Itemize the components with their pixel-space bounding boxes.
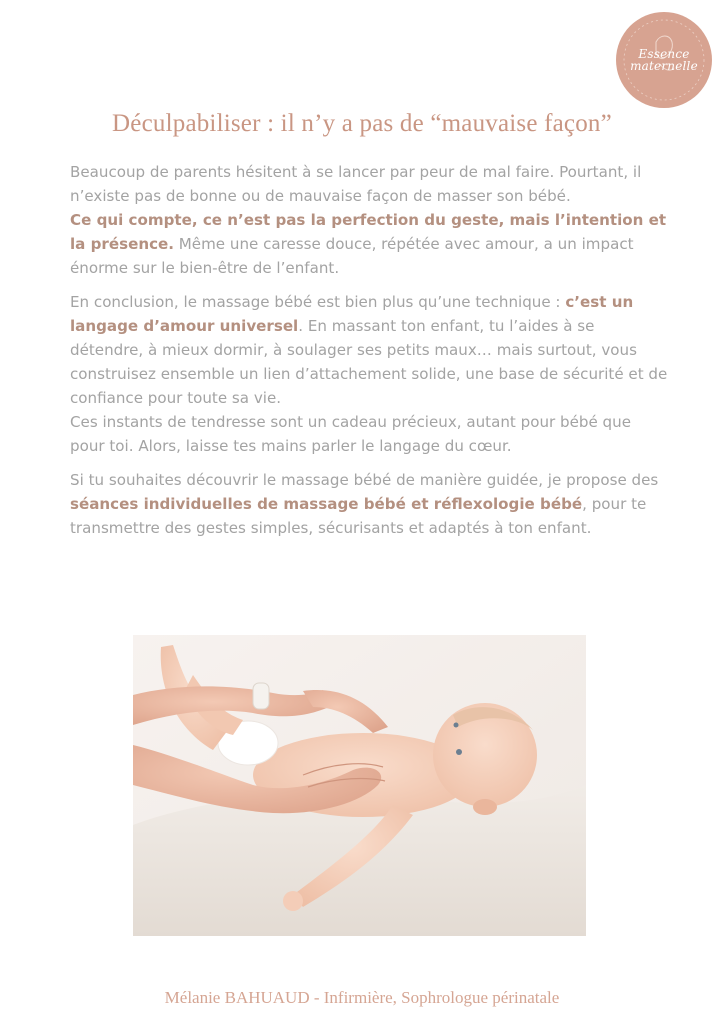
page-title: Déculpabiliser : il n’y a pas de “mauvaise façon” (112, 110, 612, 137)
logo-text: Essence maternelle (630, 47, 698, 73)
footer-signature: Mélanie BAHUAUD - Infirmière, Sophrologue périnatale (164, 988, 560, 1007)
paragraph-text: Si tu souhaites découvrir le massage bébé de manière guidée, je propose des (70, 471, 659, 489)
paragraph-offer (70, 468, 670, 540)
body-text (70, 160, 670, 550)
paragraph-reassurance (70, 160, 670, 280)
paragraph-text: Beaucoup de parents hésitent à se lancer par peur de mal faire. Pourtant, il n’existe pas de bonne ou de mauvaise façon de masser son bébé. (70, 163, 642, 205)
emphasis-text: Ce qui compte, ce n’est pas la perfection du geste, mais l’intention et la présence. (70, 211, 667, 253)
paragraph-text: . En massant ton enfant, tu l’aides à se détendre, à mieux dormir, à soulager ses petits maux… mais surtout, vous construisez ensemble un lien d’attachement solide, une base de sécurité et de confiance pour toute sa vie. (70, 317, 668, 407)
brand-logo (616, 12, 712, 108)
paragraph-text: Ces instants de tendresse sont un cadeau précieux, autant pour bébé que pour toi. Alors, laisse tes mains parler le langage du cœur. (70, 413, 631, 455)
paragraph-text: Même une caresse douce, répétée avec amour, a un impact énorme sur le bien-être de l’enfant. (70, 235, 634, 277)
baby-massage-photo (133, 635, 586, 936)
paragraph-text: , pour te transmettre des gestes simples, sécurisants et adaptés à ton enfant. (70, 495, 647, 537)
paragraph-text: En conclusion, le massage bébé est bien plus qu’une technique : (70, 293, 566, 311)
paragraph-conclusion (70, 290, 670, 458)
emphasis-text: séances individuelles de massage bébé et réflexologie bébé (70, 495, 583, 513)
emphasis-text: c’est un langage d’amour universel (70, 293, 634, 335)
